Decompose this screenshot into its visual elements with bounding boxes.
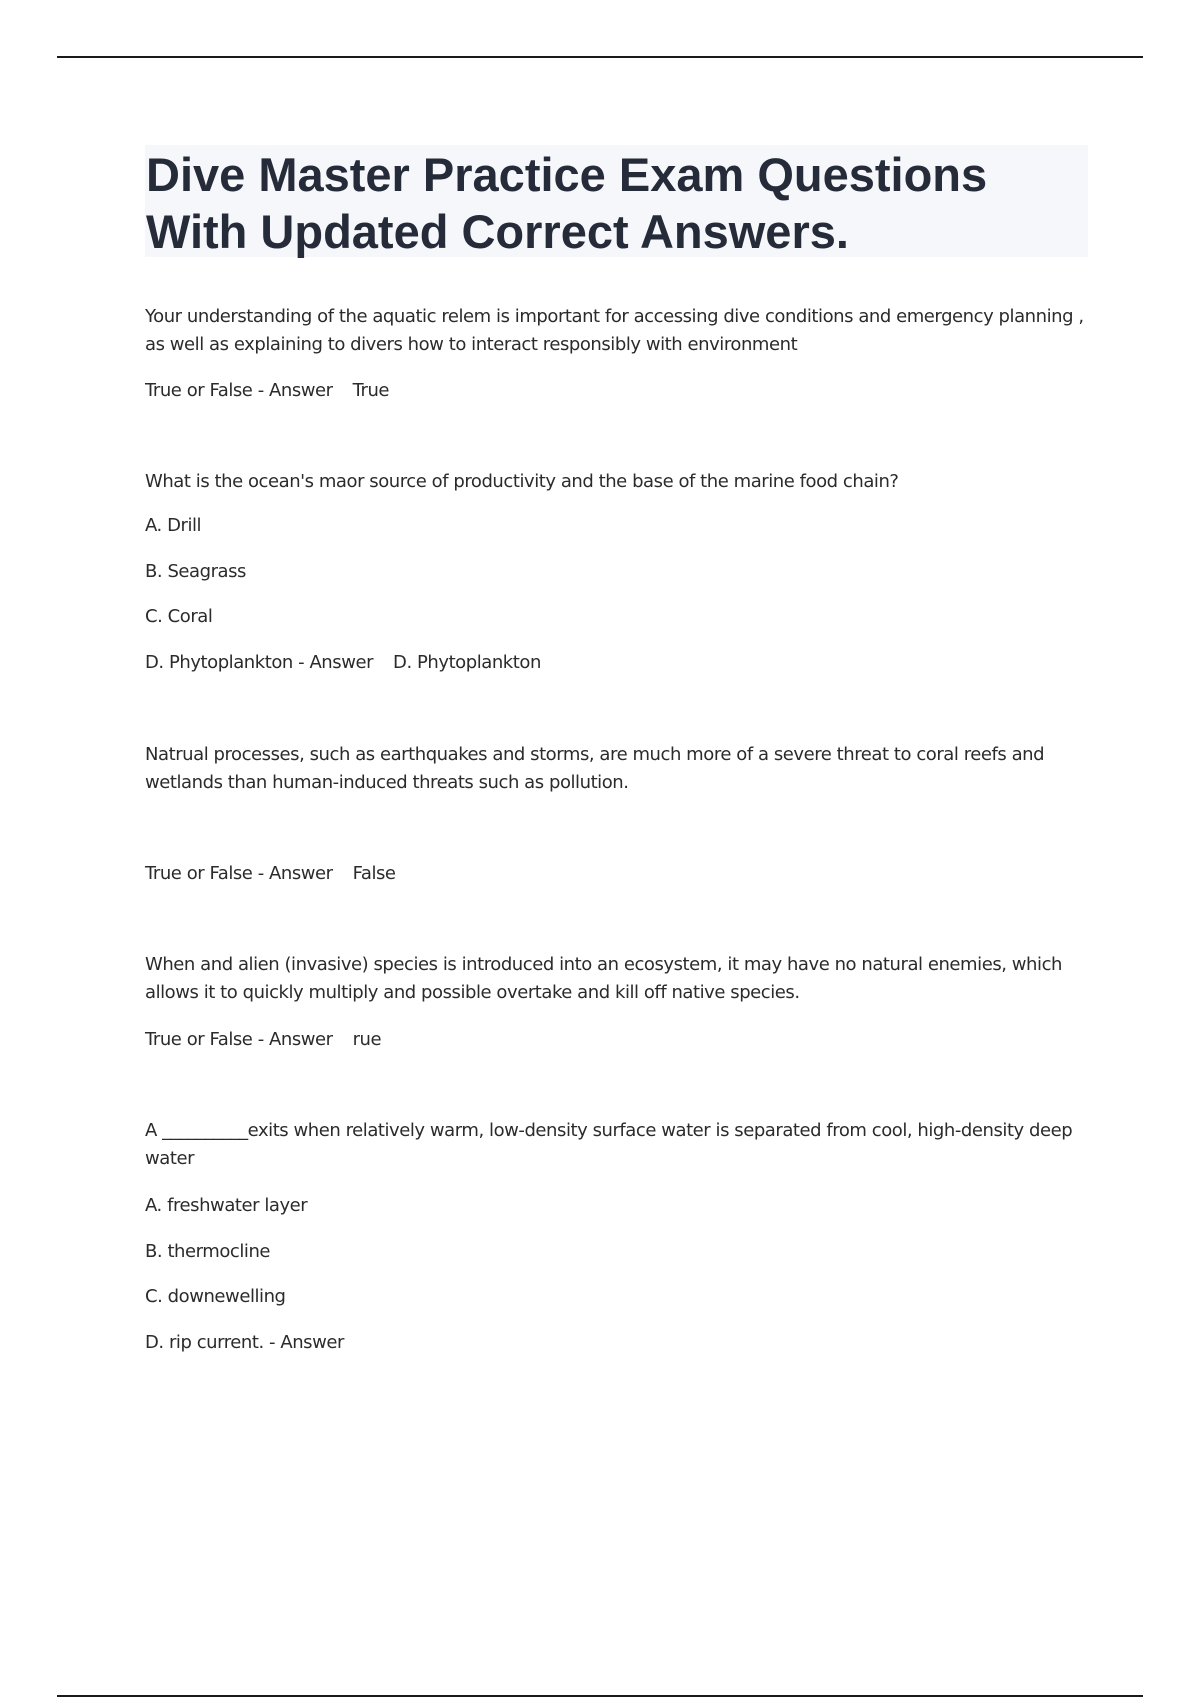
question-3-text: Natrual processes, such as earthquakes and storms, are much more of a severe threat to coral reefs and wetlands than human-induced threats such as pollution.	[145, 744, 1045, 793]
question-5-option-b: B. thermocline	[145, 1241, 271, 1262]
answer-prompt: True or False - Answer	[145, 1029, 333, 1050]
question-4-text: When and alien (invasive) species is introduced into an ecosystem, it may have no natural enemies, which allows it to quickly multiply and possible overtake and kill off native species.	[145, 954, 1062, 1003]
title-line-1: Dive Master Practice Exam Questions	[146, 148, 988, 201]
question-2-option-a: A. Drill	[145, 515, 202, 536]
answer-value: D. Phytoplankton	[393, 652, 541, 673]
question-5-answer	[145, 1329, 1090, 1357]
question-3-answer	[145, 860, 1090, 888]
question-1-text: Your understanding of the aquatic relem is important for accessing dive conditions and emergency planning , as well as explaining to divers how to interact responsibly with environment	[145, 306, 1084, 355]
title-line-2: With Updated Correct Answers.	[146, 205, 849, 258]
answer-prompt: D. rip current. - Answer	[145, 1332, 344, 1353]
question-2-option-c: C. Coral	[145, 606, 213, 627]
header-rule	[57, 56, 1143, 58]
answer-prompt: True or False - Answer	[145, 380, 333, 401]
question-2-text: What is the ocean's maor source of productivity and the base of the marine food chain?	[145, 471, 899, 492]
answer-value: True	[352, 380, 390, 401]
answer-prompt: True or False - Answer	[145, 863, 333, 884]
answer-value: False	[352, 863, 396, 884]
question-2-answer	[145, 649, 1090, 677]
page-title	[146, 146, 1086, 260]
answer-prompt: D. Phytoplankton - Answer	[145, 652, 374, 673]
question-5-option-a: A. freshwater layer	[145, 1195, 308, 1216]
question-5-option-c: C. downewelling	[145, 1286, 286, 1307]
question-5-text: A __________exits when relatively warm, low-density surface water is separated from cool, high-density deep water	[145, 1120, 1073, 1169]
answer-value: rue	[352, 1029, 382, 1050]
question-2-option-b: B. Seagrass	[145, 561, 246, 582]
question-4-answer	[145, 1026, 1090, 1054]
footer-rule	[57, 1695, 1143, 1697]
question-1-answer	[145, 377, 1090, 405]
